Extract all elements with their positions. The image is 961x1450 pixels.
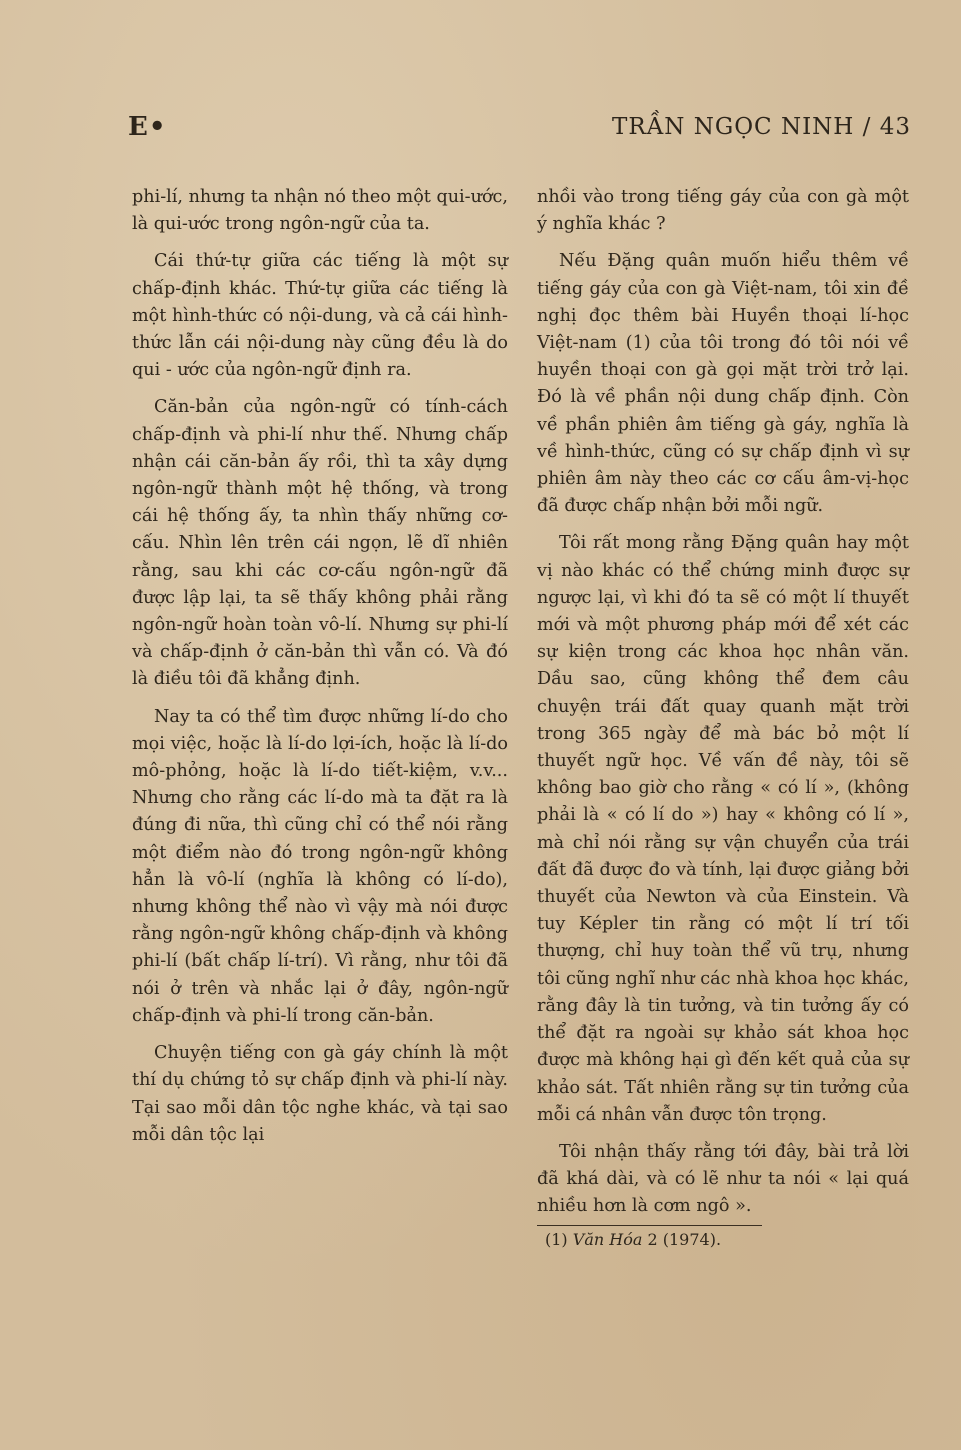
paragraph: Căn-bản của ngôn-ngữ có tính-cách chấp-định và phi-lí như thế. Nhưng chấp nhận cái căn-bản ấy rồi, thì ta xây dựng ngôn-ngữ thành một hệ thống, và trong cái hệ thống ấy, ta nhìn thấy những cơ-cấu. Nhìn lên trên cái ngọn, lẽ dĩ nhiên rằng, sau khi các cơ-cấu ngôn-ngữ đã được lập lại, ta sẽ thấy không phải rằng ngôn-ngữ hoàn toàn vô-lí. Nhưng sự phi-lí và chấp-định ở căn-bản thì vẫn có. Và đó là điều tôi đã khẳng định. <box>132 397 508 690</box>
footnote-publication: Văn Hóa <box>572 1229 643 1249</box>
footnote-detail: 2 (1974). <box>647 1229 722 1249</box>
running-head: TRẦN NGỌC NINH / 43 <box>612 114 911 140</box>
paragraph: Cái thứ-tự giữa các tiếng là một sự chấp-định khác. Thứ-tự giữa các tiếng là một hình-thức có nội-dung, và cả cái hình-thức lẫn cái nội-dung này cũng đều là do qui - ước của ngôn-ngữ định ra. <box>132 251 508 381</box>
header-mark: E• <box>128 112 167 142</box>
paragraph: nhồi vào trong tiếng gáy của con gà một ý nghĩa khác ? <box>537 187 909 235</box>
paragraph: Tôi rất mong rằng Đặng quân hay một vị nào khác có thể chứng minh được sự ngược lại, vì khi đó ta sẽ có một lí thuyết mới và một phương pháp mới để xét các sự kiện trong các khoa học nhân văn. Dầu sao, cũng không thể đem câu chuyện trái đất quay quanh mặt trời trong 365 ngày để mà bác bỏ một lí thuyết ngữ học. Về vấn đề này, tôi sẽ không bao giờ cho rằng « có lí », (không phải là « có lí do ») hay « không có lí », mà chỉ nói rằng sự vận chuyển của trái đất đã được đo và tính, lại được giảng bởi thuyết của Newton và của Einstein. Và tuy Képler tin rằng có một lí trí tối thượng, chỉ huy toàn thể vũ trụ, nhưng tôi cũng nghĩ như các nhà khoa học khác, rằng đây là tin tưởng, và tin tưởng ấy có thể đặt ra ngoài sự khảo sát khoa học được mà không hại gì đến kết quả của sự khảo sát. Tất nhiên rằng sự tin tưởng của mỗi cá nhân vẫn được tôn trọng. <box>537 533 909 1125</box>
paragraph: Nếu Đặng quân muốn hiểu thêm về tiếng gáy của con gà Việt-nam, tôi xin đề nghị đọc thêm bài Huyền thoại lí-học Việt-nam (1) của tôi trong đó tôi nói về huyền thoại con gà gọi mặt trời trở lại. Đó là về phần nội dung chấp định. Còn về phần phiên âm tiếng gà gáy, nghĩa là về hình-thức, cũng có sự chấp định vì sự phiên âm này theo các cơ cấu âm-vị-học đã được chấp nhận bởi mỗi ngữ. <box>537 251 909 517</box>
paragraph: phi-lí, nhưng ta nhận nó theo một qui-ước, là qui-ước trong ngôn-ngữ của ta. <box>132 187 508 235</box>
footnote-divider <box>537 1225 762 1226</box>
left-column <box>132 184 508 1149</box>
right-column <box>537 184 909 1251</box>
paragraph: Tôi nhận thấy rằng tới đây, bài trả lời đã khá dài, và có lẽ như ta nói « lại quá nhiều hơn là cơm ngô ». <box>537 1141 909 1217</box>
footnote-marker: (1) <box>545 1229 568 1249</box>
paragraph: Chuyện tiếng con gà gáy chính là một thí dụ chứng tỏ sự chấp định và phi-lí này. Tại sao mỗi dân tộc nghe khác, và tại sao mỗi dân tộc lại <box>132 1043 508 1145</box>
footnote <box>537 1229 909 1251</box>
paragraph: Nay ta có thể tìm được những lí-do cho mọi việc, hoặc là lí-do lợi-ích, hoặc là lí-do mô-phỏng, hoặc là lí-do tiết-kiệm, v.v... Nhưng cho rằng các lí-do mà ta đặt ra là đúng đi nữa, thì cũng chỉ có thể nói rằng một điểm nào đó trong ngôn-ngữ không hẳn là vô-lí (nghĩa là không có lí-do), nhưng không thể nào vì vậy mà nói được rằng ngôn-ngữ không chấp-định và không phi-lí (bất chấp lí-trí). Vì rằng, như tôi đã nói ở trên và nhắc lại ở đây, ngôn-ngữ chấp-định và phi-lí trong căn-bản. <box>132 706 508 1026</box>
